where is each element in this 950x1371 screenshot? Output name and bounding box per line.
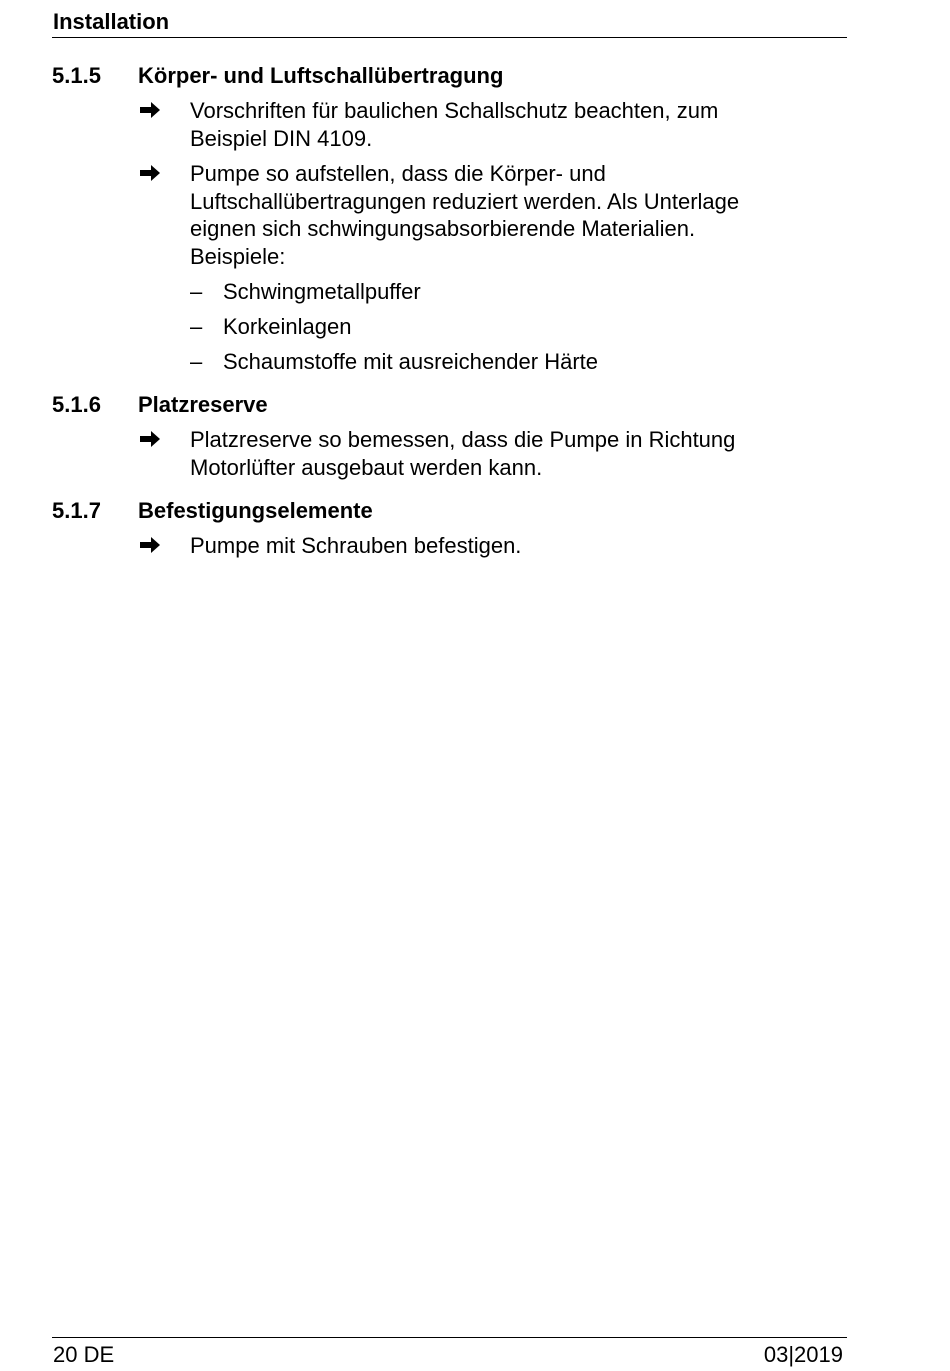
instruction-text [190,97,810,152]
arrow-right-icon [138,535,162,555]
text-line: Vorschriften für baulichen Schallschutz beachten, zum [190,98,719,123]
section-heading-5-1-6 [52,392,268,418]
list-item-text: Korkeinlagen [223,314,352,339]
dash-bullet: – [190,314,203,339]
text-line: Beispiel DIN 4109. [190,125,373,151]
text-line: eignen sich schwingungsabsorbierende Materialien. [190,216,696,241]
arrow-right-icon [138,429,162,449]
text-line: Motorlüfter ausgebaut werden kann. [190,454,543,480]
section-number: 5.1.6 [52,392,101,417]
instruction-text [190,160,810,270]
page-footer [52,1337,847,1371]
dash-bullet: – [190,349,203,374]
section-title: Körper- und Luftschallübertragung [138,63,504,88]
section-heading-5-1-5 [52,63,503,89]
text-line: Pumpe mit Schrauben befestigen. [190,533,522,558]
arrow-right-icon [138,163,162,183]
page-header [52,6,847,38]
page-number: 20 DE [53,1342,115,1367]
text-line: Pumpe so aufstellen, dass die Körper- und [190,161,606,186]
section-number: 5.1.7 [52,498,101,523]
instruction-text [190,426,810,481]
section-title: Platzreserve [138,392,268,417]
text-line: Luftschallübertragungen reduziert werden. Als Unterlage [190,188,740,214]
section-title: Befestigungselemente [138,498,373,523]
list-item-text: Schaumstoffe mit ausreichender Härte [223,349,598,374]
text-line: Platzreserve so bemessen, dass die Pumpe in Richtung [190,427,736,452]
document-date: 03|2019 [763,1342,843,1367]
dash-bullet: – [190,279,203,304]
arrow-right-icon [138,100,162,120]
section-number: 5.1.5 [52,63,101,88]
instruction-text [190,532,810,560]
header-title: Installation [53,9,170,34]
list-item-text: Schwingmetallpuffer [223,279,421,304]
section-heading-5-1-7 [52,498,373,524]
text-line: Beispiele: [190,243,286,269]
